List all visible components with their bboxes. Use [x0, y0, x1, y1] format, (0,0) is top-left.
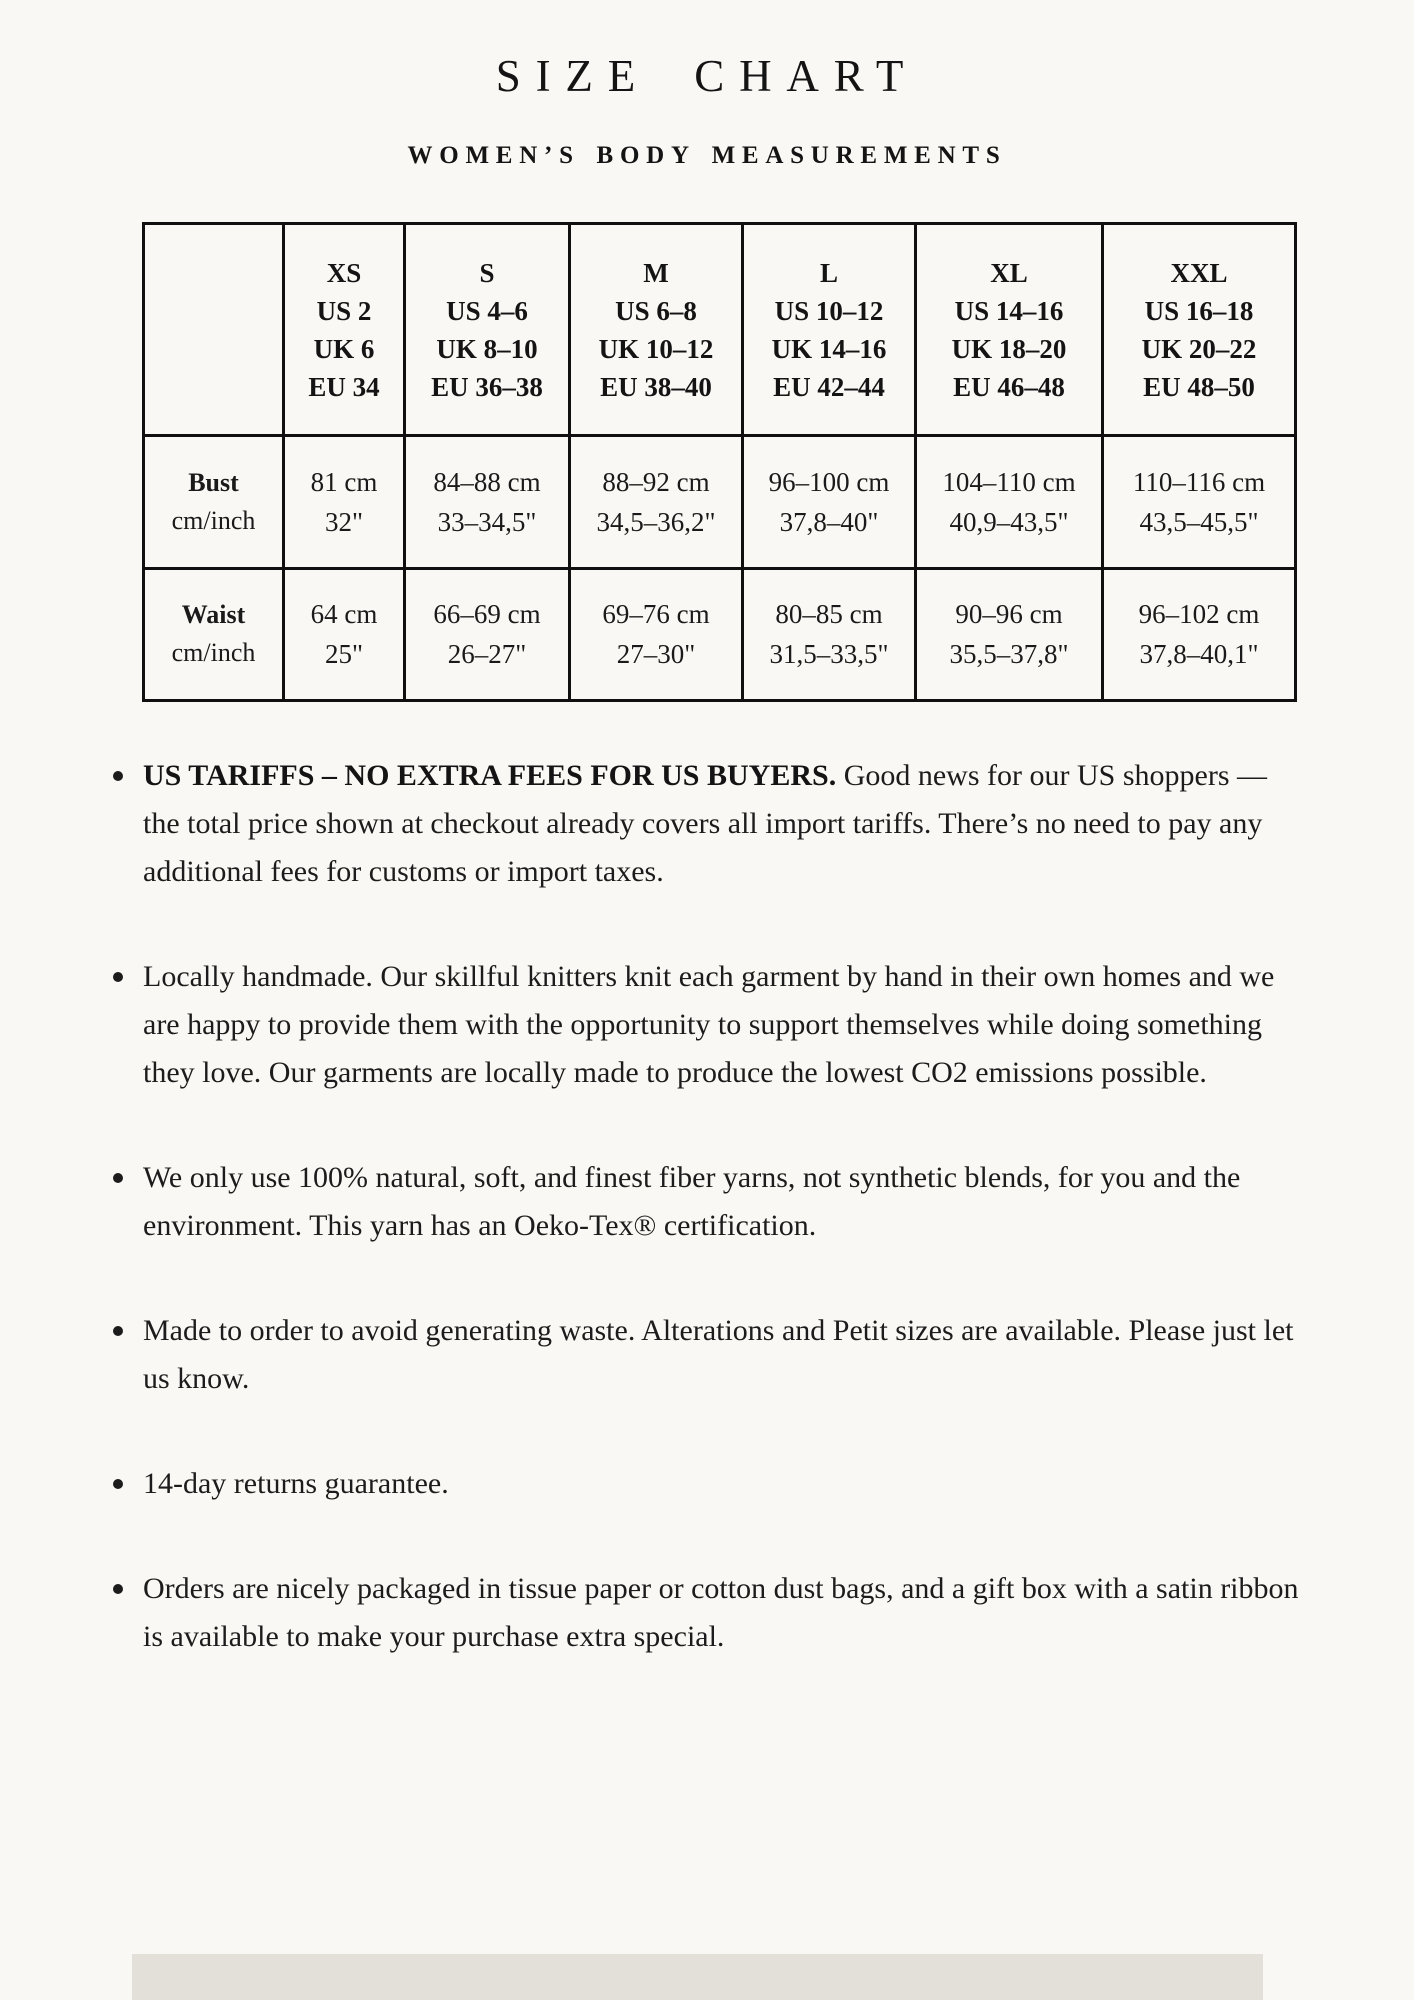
cm-value: 81 cm	[310, 466, 378, 497]
inch-value: 43,5–45,5"	[1139, 506, 1259, 537]
waist-value-xs	[284, 568, 405, 700]
note-bold-lead: US TARIFFS – NO EXTRA FEES FOR US BUYERS.	[143, 759, 837, 792]
row-header-bust	[144, 436, 284, 568]
note-text: Made to order to avoid generating waste. Alterations and Petit sizes are available. Please just let us know.	[143, 1314, 1294, 1395]
row-label: Bust	[188, 467, 239, 497]
cm-value: 84–88 cm	[433, 466, 541, 497]
size-label: L	[819, 257, 838, 288]
uk-size: UK 6	[313, 333, 375, 364]
bottom-section-partial	[132, 1954, 1263, 2000]
eu-size: EU 36–38	[431, 371, 543, 402]
note-text: Orders are nicely packaged in tissue paper or cotton dust bags, and a gift box with a satin ribbon is available to make your purchase extra special.	[143, 1572, 1299, 1653]
row-label: Waist	[181, 600, 246, 630]
uk-size: UK 20–22	[1141, 333, 1257, 364]
row-unit: cm/inch	[171, 505, 256, 535]
row-unit: cm/inch	[171, 638, 256, 668]
inch-value: 34,5–36,2"	[596, 506, 716, 537]
note-locally-handmade	[143, 953, 1303, 1097]
note-text: Good news for our US shoppers — the total price shown at checkout already covers all import tariffs. There’s no need to pay any additional fees for customs or import taxes.	[143, 759, 1267, 888]
waist-value-xl	[916, 568, 1103, 700]
inch-value: 33–34,5"	[437, 506, 537, 537]
table-header-row	[144, 224, 1296, 436]
eu-size: EU 42–44	[773, 371, 885, 402]
eu-size: EU 48–50	[1143, 371, 1255, 402]
size-column-header-l	[743, 224, 916, 436]
size-column-header-xxl	[1103, 224, 1296, 436]
note-made-to-order	[143, 1307, 1303, 1403]
note-us-tariffs	[143, 752, 1303, 896]
inch-value: 37,8–40,1"	[1139, 639, 1259, 670]
size-label: XS	[326, 257, 362, 288]
eu-size: EU 34	[308, 371, 380, 402]
bust-value-xxl	[1103, 436, 1296, 568]
size-column-header-s	[405, 224, 570, 436]
bust-value-xs	[284, 436, 405, 568]
note-text: Locally handmade. Our skillful knitters knit each garment by hand in their own homes and we are happy to provide them with the opportunity to support themselves while doing something they love. Our garments are locally made to produce the lowest CO2 emissions possible.	[143, 960, 1275, 1089]
eu-size: EU 38–40	[600, 371, 712, 402]
note-returns-guarantee	[143, 1460, 1303, 1508]
cm-value: 69–76 cm	[602, 599, 710, 630]
page-subtitle: WOMEN’S BODY MEASUREMENTS	[407, 142, 1007, 169]
bust-value-xl	[916, 436, 1103, 568]
row-header-waist	[144, 568, 284, 700]
size-column-header-m	[570, 224, 743, 436]
note-packaging	[143, 1565, 1303, 1661]
size-label: XXL	[1170, 257, 1228, 288]
us-size: US 16–18	[1144, 295, 1254, 326]
inch-value: 26–27"	[447, 639, 527, 670]
size-label: XL	[990, 257, 1028, 288]
us-size: US 6–8	[615, 295, 697, 326]
eu-size: EU 46–48	[953, 371, 1065, 402]
cm-value: 104–110 cm	[942, 466, 1076, 497]
table-corner-cell	[144, 224, 284, 436]
inch-value: 37,8–40"	[779, 506, 879, 537]
inch-value: 25"	[324, 639, 364, 670]
note-text: 14-day returns guarantee.	[143, 1467, 449, 1500]
us-size: US 4–6	[446, 295, 528, 326]
size-chart-table	[142, 222, 1297, 702]
size-label: S	[479, 257, 495, 288]
inch-value: 27–30"	[616, 639, 696, 670]
bust-value-m	[570, 436, 743, 568]
cm-value: 90–96 cm	[955, 599, 1063, 630]
note-natural-yarns	[143, 1154, 1303, 1250]
bust-value-l	[743, 436, 916, 568]
us-size: US 2	[316, 295, 372, 326]
cm-value: 64 cm	[310, 599, 378, 630]
size-column-header-xs	[284, 224, 405, 436]
bust-value-s	[405, 436, 570, 568]
uk-size: UK 8–10	[436, 333, 538, 364]
inch-value: 32"	[324, 506, 364, 537]
inch-value: 40,9–43,5"	[949, 506, 1069, 537]
inch-value: 35,5–37,8"	[949, 639, 1069, 670]
waist-value-m	[570, 568, 743, 700]
uk-size: UK 10–12	[598, 333, 714, 364]
cm-value: 80–85 cm	[775, 599, 883, 630]
waist-value-l	[743, 568, 916, 700]
cm-value: 66–69 cm	[433, 599, 541, 630]
waist-value-s	[405, 568, 570, 700]
us-size: US 10–12	[774, 295, 884, 326]
size-label: M	[643, 257, 669, 288]
uk-size: UK 18–20	[951, 333, 1067, 364]
cm-value: 96–100 cm	[768, 466, 890, 497]
waist-value-xxl	[1103, 568, 1296, 700]
product-notes-list	[143, 752, 1303, 1718]
note-text: We only use 100% natural, soft, and finest fiber yarns, not synthetic blends, for you and the environment. This yarn has an Oeko-Tex® certification.	[143, 1161, 1241, 1242]
us-size: US 14–16	[954, 295, 1064, 326]
size-column-header-xl	[916, 224, 1103, 436]
cm-value: 88–92 cm	[602, 466, 710, 497]
page-title: SIZE CHART	[495, 51, 919, 101]
uk-size: UK 14–16	[771, 333, 887, 364]
cm-value: 110–116 cm	[1132, 466, 1266, 497]
bust-row	[144, 436, 1296, 568]
waist-row	[144, 568, 1296, 700]
cm-value: 96–102 cm	[1138, 599, 1260, 630]
inch-value: 31,5–33,5"	[769, 639, 889, 670]
